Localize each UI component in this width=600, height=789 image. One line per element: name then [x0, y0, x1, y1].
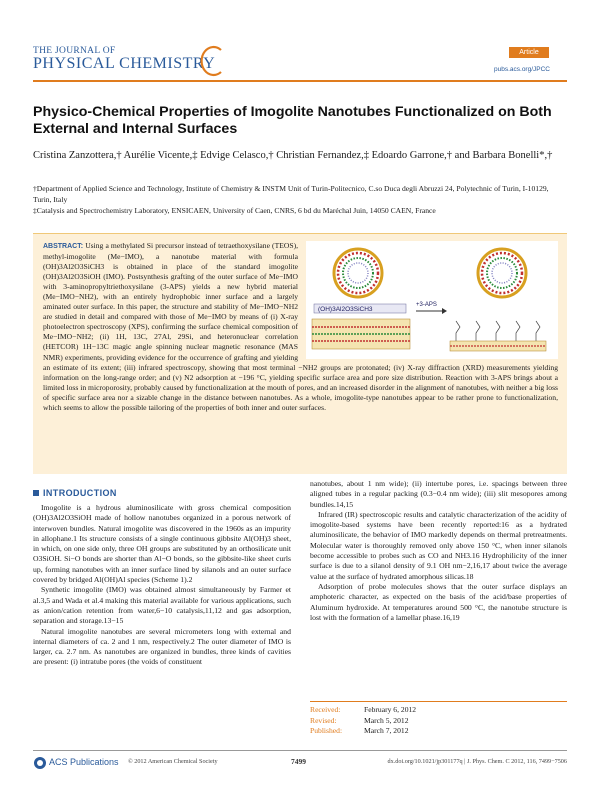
intro-paragraph: Synthetic imogolite (IMO) was obtained almost simultaneously by Farmer et al.3,5 and Wada et al.4 making this material available for various applications, such as anion/cation retention from water,6−10 catalysis,11,12 and gas adsorption, separation and storage.13−15 — [33, 585, 291, 626]
right-column — [310, 479, 567, 623]
nanotube-schematic-icon — [306, 241, 558, 359]
intro-paragraph: Imogolite is a hydrous aluminosilicate with gross chemical composition (OH)3Al2O3SiOH made of hollow nanotubes organized in a porous network of interwoven bundles. Natural imogolite was discovered in the 1960s as an impurity in allophane.1 Its structure consists of a single continuous gibbsite Al(OH)3 sheet, in which, on one side only, three OH groups are substituted by an orthosilicate unit O3SiOH. Si−O bonds are shorter than Al−O bonds, so the gibbsite-like sheet curls up, forming nanotubes with an inner surface lined by silanols and an outer surface covered by bridged Al(OH)Al species (Scheme 1).2 — [33, 503, 291, 585]
article-title: Physico-Chemical Properties of Imogolite Nanotubes Functionalized on Both External and Internal Surfaces — [33, 104, 552, 137]
journal-name-small: THE JOURNAL OF — [33, 46, 116, 56]
left-column — [33, 503, 291, 668]
publisher-name: ACS Publications — [49, 757, 119, 767]
formula-label: (OH)3Al2O3SiCH3 — [318, 306, 373, 313]
date-label: Revised: — [310, 715, 337, 725]
date-label: Received: — [310, 705, 341, 714]
section-heading-text: INTRODUCTION — [43, 488, 117, 498]
abstract-label: ABSTRACT: — [43, 243, 84, 250]
intro-paragraph: Natural imogolite nanotubes are several micrometers long with external and internal diameters of ca. 2 and 1 nm, respectively.2 The outer diameter of IMO is larger, ca. 2.7 nm. As nanotubes are organized in bundles, three kinds of cavities are present: (i) intratube pores (the voids of constituent — [33, 626, 291, 667]
author-list: Cristina Zanzottera,† Aurélie Vicente,‡ Edvige Celasco,† Christian Fernandez,‡ Edoardo Garrone,† and Barbara Bonelli*,† — [33, 150, 553, 161]
article-type-badge: Article — [509, 47, 549, 58]
journal-logo — [33, 44, 263, 84]
header-divider — [33, 80, 567, 82]
affiliation-2: ‡Catalysis and Spectrochemistry Laboratory, ENSICAEN, University of Caen, CNRS, 6 bd du Maréchal Juin, 14050 CAEN, France — [33, 206, 436, 215]
intro-paragraph: Infrared (IR) spectroscopic results and catalytic characterization of the acidity of imogolite-based systems have been recently reported:16 as a hydrated aluminosilicate, the behavior of IMO markedly depends on thermal pretreatments. Molecular water is thoroughly removed only above 150 °C, when inner silanols become accessible to probes such as CO and NH3.16 Hydrophilicity of the inner surface is due to a silanol density of 9.1 OH nm−2,16,17 about twice the average value at the surface of hydrated amorphous silicas.18 — [310, 509, 567, 581]
intro-paragraph: Adsorption of probe molecules shows that the outer surface displays an amphoteric character, as expected on the basis of the acid/base properties of Aluminum hydroxide. At temperatures around 500 °C, the nanotube structure is lost with the formation of a lamellar phase.16,19 — [310, 581, 567, 622]
intro-paragraph: nanotubes, about 1 nm wide); (ii) intertube pores, i.e. spacings between three aligned tubes in a regular packing (0.3−0.4 nm wide); (iii) slit mesopores among bundles.14,15 — [310, 479, 567, 509]
journal-c-logo-icon — [199, 44, 227, 78]
date-label: Published: — [310, 726, 343, 735]
abstract-box — [33, 233, 567, 474]
doi-citation[interactable]: dx.doi.org/10.1021/jp301177q | J. Phys. Chem. C 2012, 116, 7499−7506 — [387, 758, 567, 765]
affiliation-1: †Department of Applied Science and Technology, Institute of Chemistry & INSTM Unit of Turin-Politecnico, C.so Duca degli Abruzzi 24, Polytechnic of Turin, I-10129, Turin, Italy — [33, 184, 549, 204]
abstract-text: Using a methylated Si precursor instead of tetraethoxysilane (TEOS), methyl-imogolite (Me−IMO), a nanotube material with formula (OH)3Al2O3SiCH3 is obtained in place of the standard imogolite (OH)3Al2O3SiOH (IMO). Postsynthesis grafting of the outer surface of Me−IMO with 3-aminopropyltriethoxysilane (3-APS) yields a new hybrid material (Me−IMO−NH2), with an entirely hydrophobic inner surface and a largely aminated outer surface. In this paper, the structure and stability of Me−IMO−NH2 are studied in detail and compared with those of Me−IMO by means of (i) X-ray photoelectron spectroscopy (XPS), confirming the surface chemical composition of Me−IMO−NH2; (ii) 1H, 13C, 27Al, 29Si, and heteronuclear correlation (HETCOR) 1H−13C magic angle spinning nuclear magnetic resonance (MAS NMR) experiments, providing evidence for the occurrence of grafting and yielding an estimate of its extent; (iii) infrared spectroscopy, showing that most terminal −NH2 groups are protonated; (iv) X-ray diffraction (XRD) measurements yielding information on the long-range order; and (v) N2 adsorption at −196 °C, yielding specific surface area and pore size distribution. Reaction with 3-APS brings about a limited loss in microporosity, probably caused by functionalization at the mouth of pores, and an increased disorder in the alignment of nanotubes, with neither a big loss of specific surface area nor a sizable change in the distance between nanotubes. As a whole, imogolite-type nanotubes appear to be rather prone to functionalization, which seems to allow the possible tailoring of the properties of both inner and outer surfaces. — [43, 241, 558, 412]
abstract-body — [43, 241, 558, 413]
date-row-revised — [310, 716, 567, 727]
copyright-notice: © 2012 American Chemical Society — [128, 758, 218, 765]
reagent-label: +3-APS — [416, 302, 437, 308]
date-row-published — [310, 726, 567, 737]
section-heading — [33, 488, 117, 498]
date-value: March 5, 2012 — [364, 715, 409, 725]
journal-url-link[interactable]: pubs.acs.org/JPCC — [494, 66, 550, 73]
affiliations — [33, 183, 563, 216]
date-row-received — [310, 705, 567, 716]
date-value: March 7, 2012 — [364, 726, 409, 735]
section-bullet-icon — [33, 490, 39, 496]
date-value: February 6, 2012 — [364, 705, 417, 714]
toc-graphic — [306, 241, 558, 359]
footer-divider — [33, 750, 567, 751]
journal-name-big: PHYSICAL CHEMISTRY — [33, 55, 216, 72]
publication-dates — [310, 701, 567, 743]
page-number: 7499 — [291, 757, 306, 766]
